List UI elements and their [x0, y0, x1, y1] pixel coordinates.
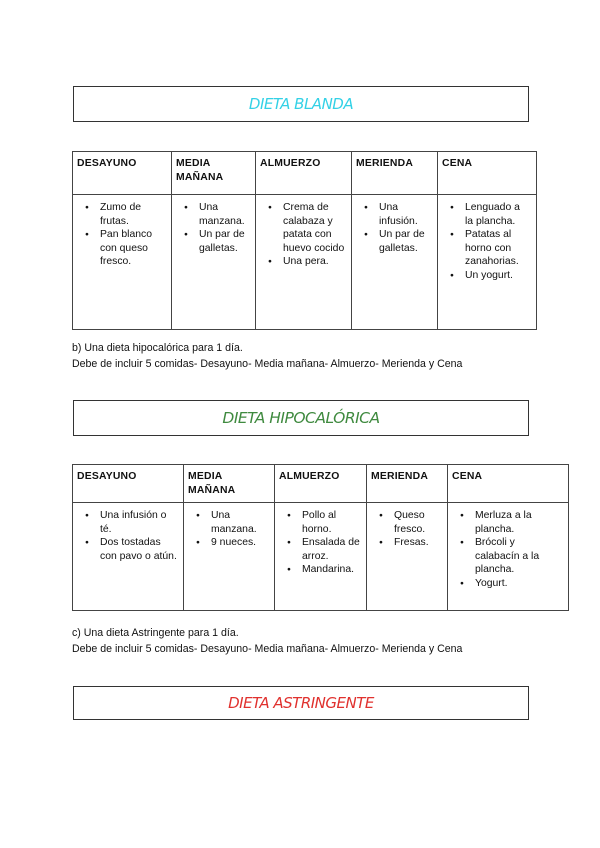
- header-cena: CENA: [438, 152, 537, 195]
- table-header-row: [73, 465, 569, 503]
- note-line: Debe de incluir 5 comidas- Desayuno- Media mañana- Almuerzo- Merienda y Cena: [72, 358, 463, 370]
- header-merienda: MERIENDA: [367, 465, 448, 503]
- list-item: ● Dos tostadas con pavo o atún.: [77, 536, 177, 563]
- table-dieta-hipocalorica: [72, 464, 569, 611]
- cell-cena: [438, 195, 537, 330]
- cell-desayuno: [73, 503, 184, 611]
- list-item: ● Un yogurt.: [442, 269, 530, 283]
- list-item: ● Un par de galletas.: [176, 228, 249, 255]
- cell-cena: [448, 503, 569, 611]
- list-item: ● Patatas al horno con zanahorias.: [442, 228, 530, 269]
- header-desayuno: DESAYUNO: [73, 465, 184, 503]
- title-dieta-astringente: DIETA ASTRINGENTE: [73, 686, 529, 720]
- header-desayuno: DESAYUNO: [73, 152, 172, 195]
- list-item: ● Lenguado a la plancha.: [442, 201, 530, 228]
- table-dieta-blanda: [72, 151, 537, 330]
- header-almuerzo: ALMUERZO: [275, 465, 367, 503]
- list-item: ● Pan blanco con queso fresco.: [77, 228, 165, 269]
- list-item: ● Zumo de frutas.: [77, 201, 165, 228]
- header-cena: CENA: [448, 465, 569, 503]
- list-item: ● Crema de calabaza y patata con huevo cocido: [260, 201, 345, 255]
- note-line: b) Una dieta hipocalórica para 1 día.: [72, 342, 243, 354]
- title-dieta-blanda: DIETA BLANDA: [73, 86, 529, 122]
- note-line: Debe de incluir 5 comidas- Desayuno- Media mañana- Almuerzo- Merienda y Cena: [72, 643, 463, 655]
- table-header-row: [73, 152, 537, 195]
- list-item: ● Ensalada de arroz.: [279, 536, 360, 563]
- cell-merienda: [367, 503, 448, 611]
- note-dieta-hipocalorica: [72, 340, 462, 372]
- list-item: ● Una manzana.: [176, 201, 249, 228]
- list-item: ● Yogurt.: [452, 577, 562, 591]
- list-item: ● Una infusión.: [356, 201, 431, 228]
- list-item: ● Una manzana.: [188, 509, 268, 536]
- header-media-manana: MEDIA MAÑANA: [172, 152, 256, 195]
- title-dieta-hipocalorica: DIETA HIPOCALÓRICA: [73, 400, 529, 436]
- note-dieta-astringente: [72, 625, 462, 657]
- note-line: c) Una dieta Astringente para 1 día.: [72, 627, 239, 639]
- header-media-manana: MEDIA MAÑANA: [184, 465, 275, 503]
- list-item: ● Una pera.: [260, 255, 345, 269]
- header-almuerzo: ALMUERZO: [256, 152, 352, 195]
- list-item: ● Merluza a la plancha.: [452, 509, 562, 536]
- list-item: ● Pollo al horno.: [279, 509, 360, 536]
- cell-almuerzo: [275, 503, 367, 611]
- list-item: ● Una infusión o té.: [77, 509, 177, 536]
- list-item: ● Un par de galletas.: [356, 228, 431, 255]
- table-row: [73, 195, 537, 330]
- cell-media-manana: [184, 503, 275, 611]
- header-merienda: MERIENDA: [352, 152, 438, 195]
- list-item: ● Brócoli y calabacín a la plancha.: [452, 536, 562, 577]
- cell-merienda: [352, 195, 438, 330]
- cell-desayuno: [73, 195, 172, 330]
- list-item: ● Queso fresco.: [371, 509, 441, 536]
- cell-almuerzo: [256, 195, 352, 330]
- list-item: ● 9 nueces.: [188, 536, 268, 550]
- table-row: [73, 503, 569, 611]
- list-item: ● Mandarina.: [279, 563, 360, 577]
- cell-media-manana: [172, 195, 256, 330]
- list-item: ● Fresas.: [371, 536, 441, 550]
